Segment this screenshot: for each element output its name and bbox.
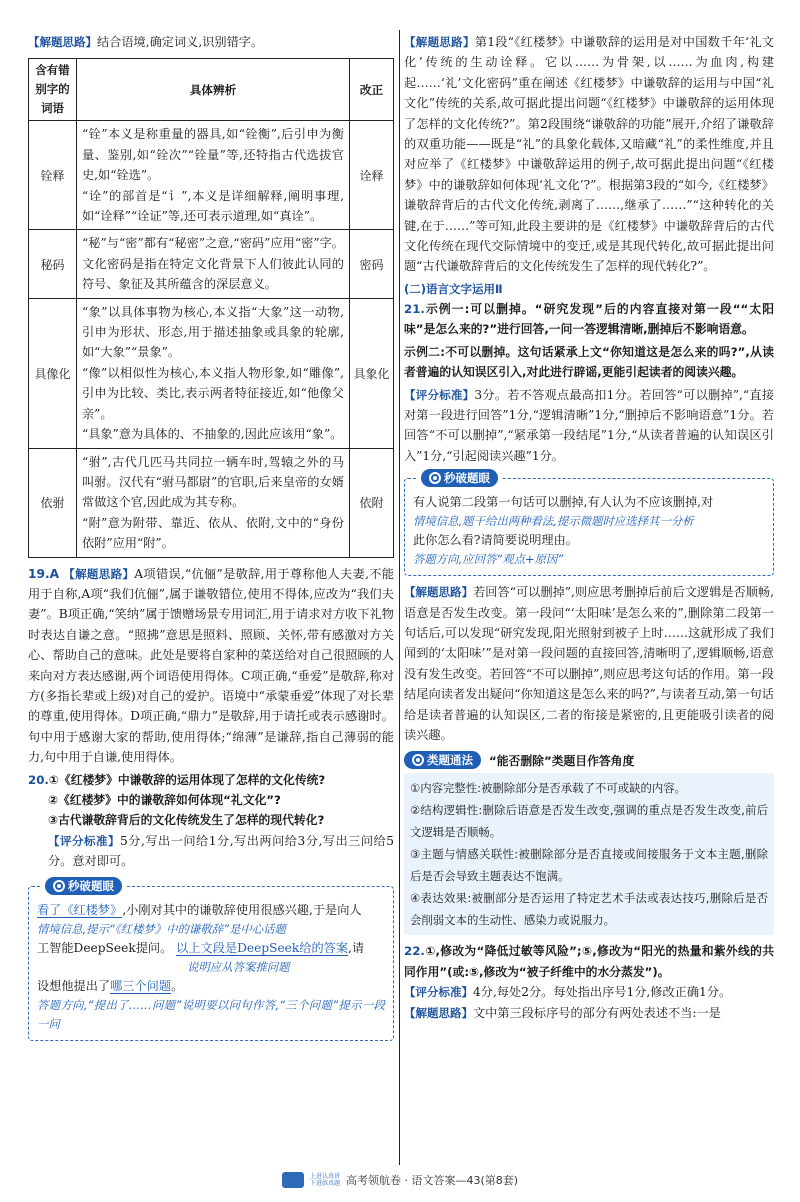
fixed-word: 密码	[350, 230, 394, 298]
handwritten-note: 说明应从答案推问题	[187, 959, 290, 974]
fixed-word: 具象化	[350, 298, 394, 448]
page-footer	[0, 1172, 800, 1188]
q20-standard: 【评分标准】5分,写出一问给1分,写出两问给3分,写出三问给5分。意对即可。	[48, 833, 395, 869]
wrong-word: 依驸	[29, 448, 77, 557]
q19-number: 19.A	[28, 566, 60, 581]
handwritten-note: 情境信息,提示“《红楼梦》中的谦敬辞”是中心话题	[37, 921, 286, 936]
q22-answer: 22.①,修改为“降低过敏等风险”;⑤,修改为“阳光的热量和紫外线的共同作用”(或:⑤,修改为“被子纤维中的水分蒸发”)。 【评分标准】4分,每处2分。每处指出序号1分,修改正确1分。 【解题思路】文中第三段标序号的部分有两处表述不当:一是	[404, 941, 774, 1023]
header-fix: 改正	[350, 59, 394, 121]
q20-explain: 【解题思路】第1段“《红楼梦》中谦敬辞的运用是对中国数千年‘礼文化’传统的生动诠释。它以……为骨架,以……为血肉,构建起……‘礼’文化密码”重在阐述《红楼梦》中谦敬辞的运用与中国“礼文化”传统的关系,故可据此提出问题“《红楼梦》中谦敬辞的运用体现了怎样的文化传统?”。第2段围绕“谦敬辞的功能”展开,介绍了谦敬辞的双重功能——既是“礼”的具象化载体,又暗藏“礼”的柔性维度,并且对应举了《红楼梦》中谦敬辞运用的例子,故可据此提出问题“《红楼梦》中的谦敬辞如何体现‘礼文化’?”。根据第3段的“如今,《红楼梦》谦敬辞背后的古代文化传统,剥离了……,继承了……”“这种转化的关键,在于……”等可知,此段主要讲的是《红楼梦》中谦敬辞背后的古代文化传统在现代交际情境中的变迁,或是其现代转化,故可据此提出问题“古代谦敬辞背后的文化传统发生了怎样的现代转化?”。	[404, 35, 775, 274]
column-divider	[399, 30, 400, 1165]
q19-tag: 【解题思路】	[63, 566, 135, 581]
q22-standard: 【评分标准】4分,每处2分。每处指出序号1分,修改正确1分。	[404, 985, 732, 1000]
q21-answer: 21.示例一:可以删掉。“研究发现”后的内容直接对第一段““太阳味”是怎么来的?”进行回答,一问一答逻辑清晰,删掉后不影响语意。 示例二:不可以删掉。这句话紧承上文“你知道这是怎么来的吗?”,从读者普遍的认知误区引入,对此进行辟谣,更能引起读者的阅读兴趣。 【评分标准】3分。若不答观点最高扣1分。若回答“可以删掉”,“直接对第一段进行回答”1分,“逻辑清晰”1分,“删掉后不影响语意”1分。若回答“不可以删掉”,“紧承第一段结尾”1分,“从读者普遍的认知误区引入”1分,“引起阅读兴趣”1分。	[404, 299, 774, 466]
handwritten-note: 答题方向,应回答“观点+原因”	[413, 552, 564, 567]
method-item: ③主题与情感关联性:被删除部分是否直接或间接服务于文本主题,删除后是否会导致主题表达不饱满。	[410, 847, 768, 884]
method-title: “能否删除”类题目作答角度	[489, 753, 635, 768]
book-icon	[412, 754, 424, 766]
publisher-logo-icon	[282, 1172, 304, 1188]
tip-box-1: 秒破题眼 看了《红楼梦》,小刚对其中的谦敬辞使用很感兴趣,于是向人 情境信息,提示“《红楼梦》中的谦敬辞”是中心话题 工智能DeepSeek提问。 以上文段是DeepSeek给的答案,请 说明应从答案推问题 设想他提出了哪三个问题。 答题方向,“提出了……问题”说明要以问句作答,“三个问题”提示一段一问	[28, 886, 394, 1041]
q18-intro: 【解题思路】结合语境,确定词义,识别错字。	[28, 35, 264, 49]
handwritten-note: 答题方向,“提出了……问题”说明要以问句作答,“三个问题”提示一段一问	[37, 997, 385, 1031]
method-item: ①内容完整性:被删除部分是否承载了不可或缺的内容。	[410, 781, 687, 796]
wrong-word: 铨释	[29, 121, 77, 230]
table-row	[29, 298, 394, 448]
method-item: ②结构逻辑性:删除后语意是否发生改变,强调的重点是否发生改变,前后文逻辑是否顺畅。	[410, 803, 768, 840]
q19-answer: 19.A 【解题思路】A项错误,“伉俪”是敬辞,用于尊称他人夫妻,不能用于自称,A项“我们伉俪”,属于谦敬错位,使用不得体,应改为“我们夫妻”。B项正确,“笑纳”属于馈赠场景专用词汇,用于请求对方收下礼物时表达自谦之意。“照拂”意思是照料、照顾、关怀,带有感激对方关心、帮助自己的意味。此处是要将自家种的菜送给对自己很照顾的人来向对方表达感谢,两个词语使用得体。C项正确,“垂爱”是敬辞,称对方(多指长辈或上级)对自己的爱护。语境中“承蒙垂爱”体现了对长辈的尊重,使用得体。D项正确,“鼎力”是敬辞,用于请托或表示感谢时。句中用于感谢大家的帮助,使用得体;“绵薄”是谦辞,指自己薄弱的能力,句中用于自谦,使用得体。	[28, 566, 395, 765]
q21-standard: 【评分标准】3分。若不答观点最高扣1分。若回答“可以删掉”,“直接对第一段进行回答”1分,“逻辑清晰”1分,“删掉后不影响语意”1分。若回答“不可以删掉”,“紧承第一段结尾”1分,“从读者普遍的认知误区引入”1分,“引起阅读兴趣”1分。	[404, 387, 775, 463]
q20-answer	[28, 770, 394, 872]
method-box	[404, 773, 774, 935]
section-heading: (二)语言文字运用Ⅱ	[404, 281, 503, 296]
fixed-word: 依附	[350, 448, 394, 557]
wrong-word: 秘码	[29, 230, 77, 298]
table-row	[29, 448, 394, 557]
logo-text: 上进认真讲 下进练真题	[309, 1173, 340, 1187]
analysis-table	[28, 58, 394, 557]
detail-cell: “铨”本义是称重量的器具,如“铨衡”,后引申为衡量、鉴别,如“铨次”“铨量”等,还特指古代选拔官史,如“铨选”。 “诠”的部首是“讠”,本义是详细解释,阐明事理,如“诠释”“诠证”等,还可表示道理,如“真诠”。	[77, 121, 350, 230]
q22-explain: 【解题思路】文中第三段标序号的部分有两处表述不当:一是	[404, 1005, 721, 1020]
method-badge: 类题通法	[404, 751, 481, 769]
q21-explain: 【解题思路】若回答“可以删掉”,则应思考删掉后前后文逻辑是否顺畅,语意是否发生改变。第一段问“‘太阳味’是怎么来的”,删除第二段第一句话后,可以发现“研究发现,阳光照射到被子上时……这就形成了我们闻到的‘太阳味’”是对第一段问题的直接回答,清晰明了,逻辑顺畅,语意没有发生改变。若回答“不可以删掉”,则应思考这句话的作用。第一段结尾向读者发出疑问“你知道这是怎么来的吗?”,与读者互动,第一句话给是读者普遍的认知误区,二者的衔接是紧密的,且更能吸引读者的阅读兴趣。	[404, 585, 774, 742]
eye-icon	[53, 880, 65, 892]
q20-item: ②《红楼梦》中的谦敬辞如何体现“礼文化”?	[48, 793, 281, 807]
method-item: ④表达效果:被删部分是否运用了特定艺术手法或表达技巧,删除后是否会削弱文本的生动性、感染力或说服力。	[410, 891, 768, 928]
method-header	[404, 751, 774, 769]
detail-cell: “象”以具体事物为核心,本义指“大象”这一动物,引申为形状、形态,用于描述抽象或具象的轮廓,如“大象”“景象”。 “像”以相似性为核心,本义指人物形象,如“雕像”,引申为比较、类比,表示两者特征接近,如“他像父亲”。 “具象”意为具体的、不抽象的,因此应该用“象”。	[77, 298, 350, 448]
table-row	[29, 230, 394, 298]
detail-cell: “秘”与“密”都有“秘密”之意,“密码”应用“密”字。文化密码是指在特定文化背景下人们彼此认同的符号、象征及其所蕴含的深层意义。	[77, 230, 350, 298]
handwritten-note: 情境信息,题干给出两种看法,提示微题时应选择其一分析	[413, 514, 694, 529]
fixed-word: 诠释	[350, 121, 394, 230]
detail-cell: “驸”,古代几匹马共同拉一辆车时,驾辕之外的马叫驸。汉代有“驸马都尉”的官职,后来皇帝的女婿常做这个官,因此成为其专称。 “附”意为附带、靠近、依从、依附,文中的“身份依附”应用“附”。	[77, 448, 350, 557]
table-row	[29, 121, 394, 230]
q18-tag: 【解题思路】	[28, 35, 97, 49]
footer-text: 高考领航卷 · 语文答案—43(第8套)	[345, 1174, 519, 1187]
header-detail: 具体辨析	[77, 59, 350, 121]
header-word: 含有错别字的词语	[29, 59, 77, 121]
table-header-row	[29, 59, 394, 121]
tip-badge: 秒破题眼	[45, 877, 122, 895]
wrong-word: 具像化	[29, 298, 77, 448]
eye-icon	[429, 472, 441, 484]
tip-badge: 秒破题眼	[421, 469, 498, 487]
q20-item: ③古代谦敬辞背后的文化传统发生了怎样的现代转化?	[48, 813, 325, 828]
right-column	[404, 32, 774, 1023]
left-column	[28, 32, 394, 1041]
tip-box-2: 秒破题眼 有人说第二段第一句话可以删掉,有人认为不应该删掉,对 情境信息,题干给出两种看法,提示微题时应选择其一分析 此你怎么看?请简要说明理由。 答题方向,应回答“观点+原因”	[404, 478, 774, 576]
q20-item: 20.①《红楼梦》中谦敬辞的运用体现了怎样的文化传统?	[28, 772, 326, 787]
